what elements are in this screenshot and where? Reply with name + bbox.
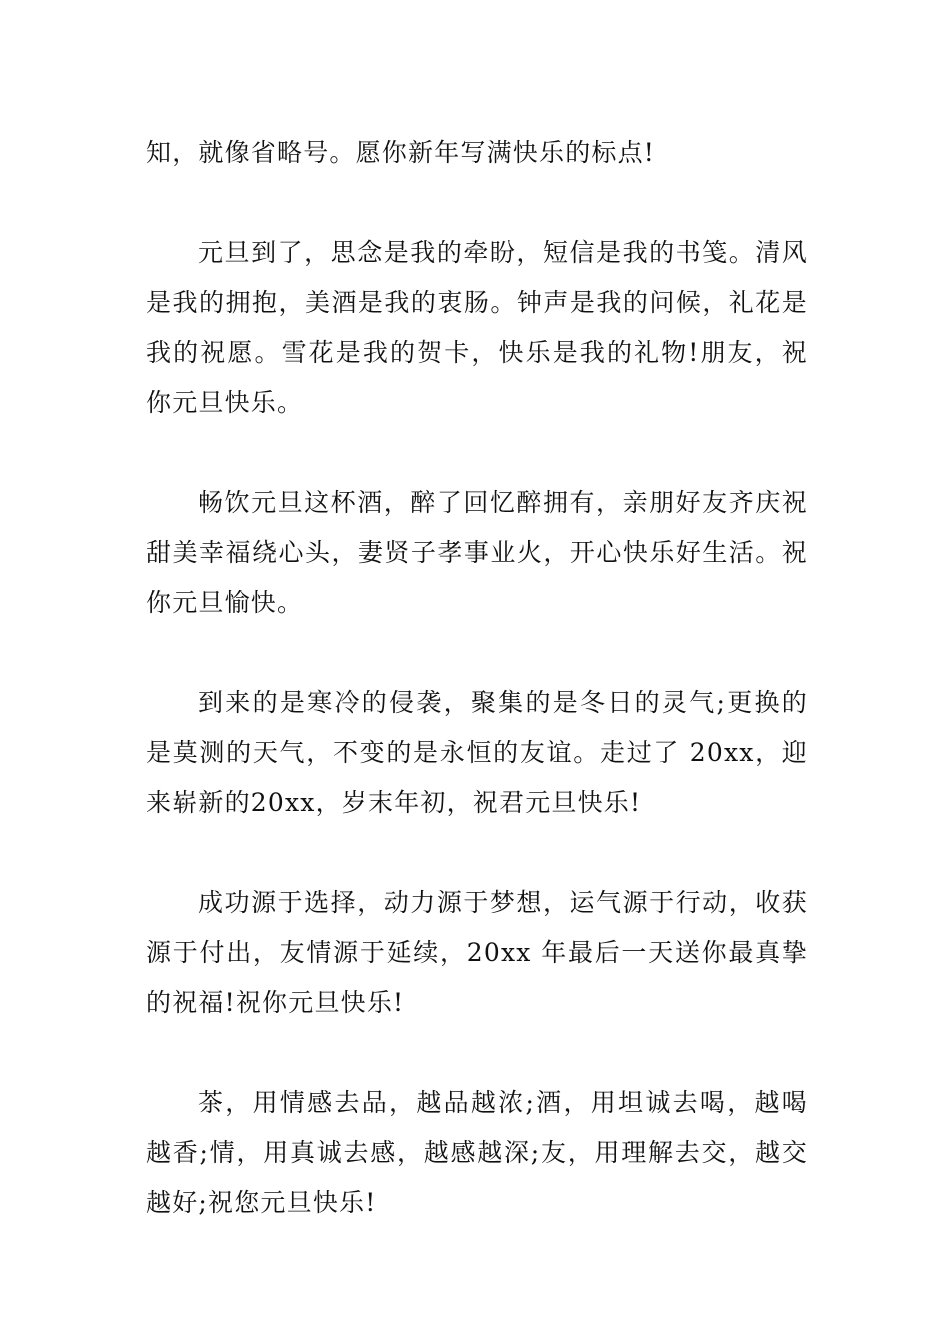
paragraph-5: 成功源于选择，动力源于梦想，运气源于行动，收获源于付出，友情源于延续，20xx 年最后一天送你最真挚的祝福!祝你元旦快乐! [146,888,808,1017]
paragraph-1: 知，就像省略号。愿你新年写满快乐的标点! [146,138,656,167]
paragraph-2: 元旦到了，思念是我的牵盼，短信是我的书笺。清风是我的拥抱，美酒是我的衷肠。钟声是我的问候，礼花是我的祝愿。雪花是我的贺卡，快乐是我的礼物!朋友，祝你元旦快乐。 [146,238,808,417]
paragraph-6: 茶，用情感去品，越品越浓;酒，用坦诚去喝，越喝越香;情，用真诚去感，越感越深;友，用理解去交，越交越好;祝您元旦快乐! [146,1088,808,1217]
paragraph-4: 到来的是寒冷的侵袭，聚集的是冬日的灵气;更换的是莫测的天气，不变的是永恒的友谊。走过了 20xx，迎来崭新的20xx，岁末年初，祝君元旦快乐! [146,688,808,817]
paragraph-3: 畅饮元旦这杯酒，醉了回忆醉拥有，亲朋好友齐庆祝甜美幸福绕心头，妻贤子孝事业火，开心快乐好生活。祝你元旦愉快。 [146,488,808,617]
document-body [146,128,808,1228]
